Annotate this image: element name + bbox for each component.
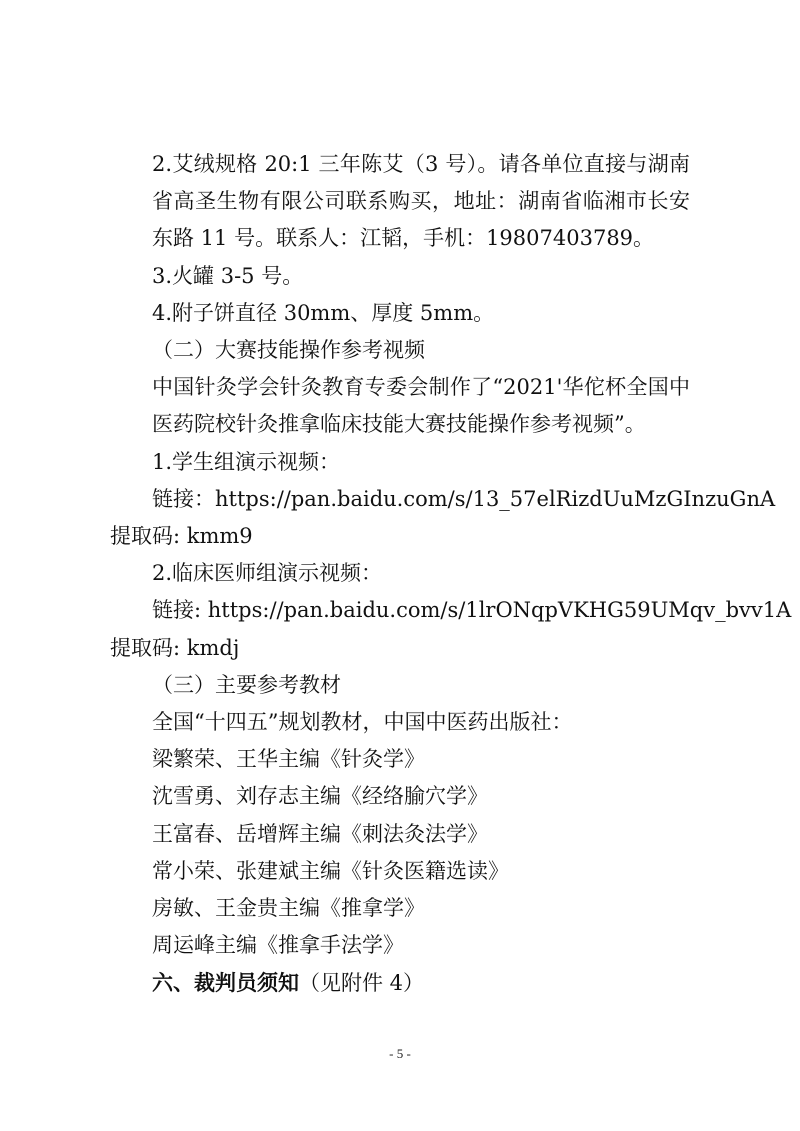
- paragraph-moxa-spec: 2.艾绒规格 20:1 三年陈艾（3 号）。请各单位直接与湖南省高圣生物有限公司联系购买，地址：湖南省临湘市长安东路 11 号。联系人：江韬，手机：19807403789。: [152, 152, 690, 251]
- section-heading-title: 六、裁判员须知: [152, 970, 299, 996]
- subheading-reference-videos: （二）大赛技能操作参考视频: [152, 338, 425, 363]
- clinician-video-code: 提取码: kmdj: [110, 635, 240, 660]
- textbook-item: 梁繁荣、王华主编《针灸学》: [152, 747, 425, 772]
- student-video-link[interactable]: 链接：https://pan.baidu.com/s/13_57elRizdUuMzGInzuGnA: [152, 486, 776, 511]
- paragraph-aconite-cake: 4.附子饼直径 30mm、厚度 5mm。: [152, 300, 495, 325]
- section-heading-note: （见附件 4）: [299, 971, 425, 996]
- section-heading-referee: [110, 964, 690, 1002]
- paragraph-student-video: 1.学生组演示视频：: [152, 449, 341, 474]
- page-number: - 5 -: [389, 1046, 411, 1061]
- student-video-code: 提取码: kmm9: [110, 524, 253, 549]
- textbook-item: 沈雪勇、刘存志主编《经络腧穴学》: [152, 784, 488, 809]
- subheading-textbooks: （三）主要参考教材: [152, 672, 341, 697]
- paragraph-video-intro: 中国针灸学会针灸教育专委会制作了“2021'华佗杯全国中医药院校针灸推拿临床技能大赛技能操作参考视频”。: [152, 375, 690, 437]
- textbook-item: 常小荣、张建斌主编《针灸医籍选读》: [152, 858, 509, 883]
- paragraph-cupping-jar: 3.火罐 3-5 号。: [152, 263, 304, 288]
- paragraph-clinician-video: 2.临床医师组演示视频：: [152, 561, 383, 586]
- textbook-item: 王富春、岳增辉主编《刺法灸法学》: [152, 821, 488, 846]
- textbook-item: 周运峰主编《推拿手法学》: [152, 933, 404, 958]
- paragraph-textbook-series: 全国“十四五”规划教材，中国中医药出版社：: [152, 710, 573, 735]
- page-content: [110, 146, 792, 1003]
- clinician-video-link[interactable]: 链接: https://pan.baidu.com/s/1lrONqpVKHG59UMqv_bvv1A: [152, 598, 792, 623]
- textbook-item: 房敏、王金贵主编《推拿学》: [152, 896, 425, 921]
